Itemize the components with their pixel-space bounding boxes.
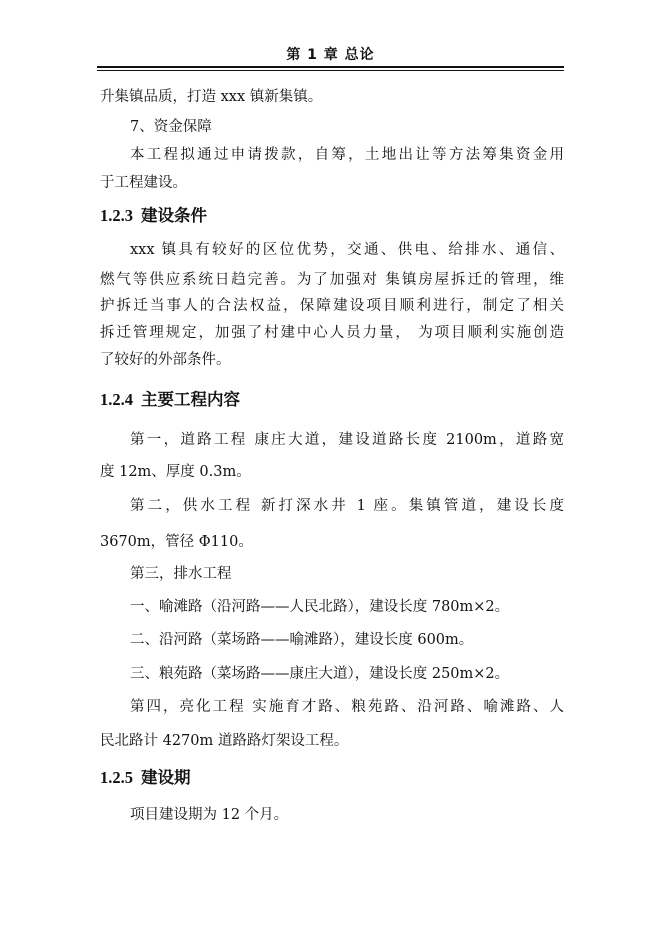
paragraph-line: 升集镇品质，打造 xxx 镇新集镇。 xyxy=(100,89,323,105)
paragraph-line: 民北路计 4270m 道路路灯架设工程。 xyxy=(100,733,349,749)
paragraph-line: xxx 镇具有较好的区位优势，交通、供电、给排水、通信、 xyxy=(130,242,564,258)
paragraph-line: 第一，道路工程 康庄大道，建设道路长度 2100m，道路宽 xyxy=(130,432,564,448)
page-header-title: 第 1 章 总论 xyxy=(286,47,375,63)
section-heading-1-2-5 xyxy=(100,767,191,789)
section-number: 1.2.5 xyxy=(100,768,133,787)
section-heading-1-2-4 xyxy=(100,389,240,411)
section-title: 主要工程内容 xyxy=(141,390,240,409)
paragraph-line: 7、资金保障 xyxy=(130,119,212,135)
paragraph-line: 拆迁管理规定，加强了村建中心人员力量， 为项目顺利实施创造 xyxy=(100,325,564,341)
paragraph-line: 三、粮苑路（菜场路——康庄大道），建设长度 250m×2。 xyxy=(130,666,510,682)
section-title: 建设期 xyxy=(141,768,191,787)
paragraph-line: 了较好的外部条件。 xyxy=(100,352,231,368)
paragraph-line: 燃气等供应系统日趋完善。为了加强对 集镇房屋拆迁的管理，维 xyxy=(100,272,564,288)
paragraph-line: 第四，亮化工程 实施育才路、粮苑路、沿河路、喻滩路、人 xyxy=(130,699,564,715)
section-number: 1.2.3 xyxy=(100,206,133,225)
section-title: 建设条件 xyxy=(141,206,207,225)
paragraph-line: 一、喻滩路（沿河路——人民北路），建设长度 780m×2。 xyxy=(130,599,510,615)
section-number: 1.2.4 xyxy=(100,390,133,409)
paragraph-line: 3670m，管径 Φ110。 xyxy=(100,534,253,550)
paragraph-line: 于工程建设。 xyxy=(100,175,187,191)
paragraph-line: 度 12m、厚度 0.3m。 xyxy=(100,464,251,480)
section-heading-1-2-3 xyxy=(100,205,207,227)
paragraph-line: 护拆迁当事人的合法权益，保障建设项目顺利进行，制定了相关 xyxy=(100,298,564,314)
paragraph-line: 项目建设期为 12 个月。 xyxy=(130,807,289,823)
paragraph-line: 第二，供水工程 新打深水井 1 座。集镇管道，建设长度 xyxy=(130,498,564,514)
paragraph-line: 第三，排水工程 xyxy=(130,566,232,582)
header-rule-thin xyxy=(97,70,564,71)
paragraph-line: 本工程拟通过申请拨款，自筹，土地出让等方法筹集资金用 xyxy=(130,147,564,163)
paragraph-line: 二、沿河路（菜场路——喻滩路），建设长度 600m。 xyxy=(130,632,474,648)
header-rule-thick xyxy=(97,66,564,68)
